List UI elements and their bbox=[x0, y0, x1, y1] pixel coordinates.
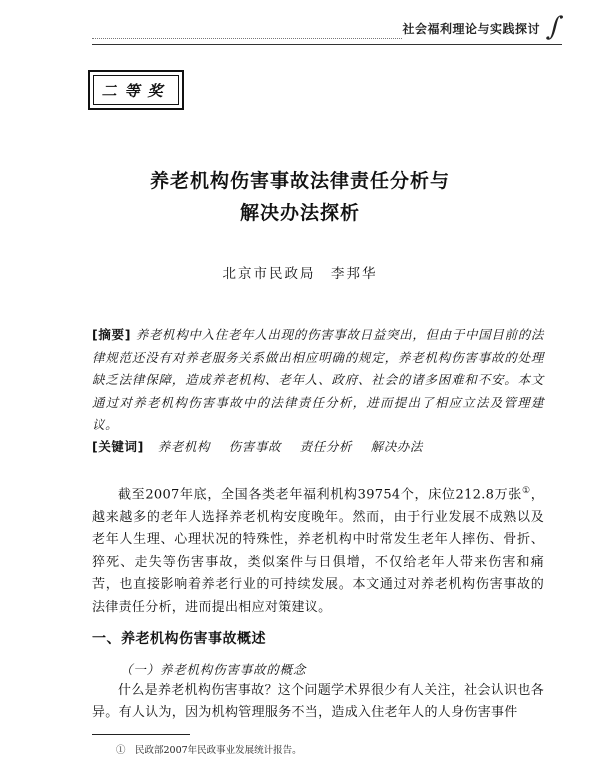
keywords-tag: [关键词] bbox=[92, 439, 144, 454]
keyword-item: 责任分析 bbox=[299, 439, 353, 454]
article-author: 北京市民政局 李邦华 bbox=[222, 266, 378, 282]
subsection-heading: （一）养老机构伤害事故的概念 bbox=[120, 662, 307, 677]
keyword-item: 伤害事故 bbox=[228, 439, 282, 454]
section-heading: 一、养老机构伤害事故概述 bbox=[92, 631, 266, 647]
footnote-text: ① 民政部2007年民政事业发展统计报告。 bbox=[116, 745, 302, 756]
abstract-tag: [摘要] bbox=[92, 327, 132, 342]
article-title-line1: 养老机构伤害事故法律责任分析与 bbox=[149, 170, 450, 192]
header-section-label: 社会福利理论与实践探讨 bbox=[402, 22, 540, 36]
keyword-item: 解决办法 bbox=[370, 439, 424, 454]
header-rule bbox=[92, 44, 562, 45]
header-dotted-line bbox=[92, 38, 402, 39]
keywords-block bbox=[92, 436, 544, 458]
header-decor-glyph: ∫ bbox=[545, 12, 566, 42]
section-paragraph: 什么是养老机构伤害事故？这个问题学术界很少有人关注，社会认识也各异。有人认为，因为机构管理服务不当，造成入住老年人的人身伤害事件 bbox=[92, 683, 544, 720]
footnote-ref[interactable]: ① bbox=[521, 486, 531, 496]
abstract-text: 养老机构中入住老年人出现的伤害事故日益突出，但由于中国目前的法律规范还没有对养老服务关系做出相应明确的规定，养老机构伤害事故的处理缺乏法律保障，造成养老机构、老年人、政府、社会的诸多困难和不安。本文通过对养老机构伤害事故中的法律责任分析，进而提出了相应立法及管理建议。 bbox=[92, 327, 544, 432]
keyword-item: 养老机构 bbox=[157, 439, 211, 454]
intro-paragraph bbox=[92, 480, 544, 619]
footnote-rule bbox=[92, 734, 190, 735]
article-title-line2: 解决办法探析 bbox=[239, 202, 360, 224]
award-badge bbox=[88, 70, 184, 110]
running-header bbox=[92, 12, 566, 42]
award-label: 二等奖 bbox=[93, 75, 179, 105]
intro-text-part1: 截至2007年底，全国各类老年福利机构39754个，床位212.8万张 bbox=[118, 487, 522, 503]
abstract-block bbox=[92, 324, 544, 437]
intro-text-part2: ，越来越多的老年人选择养老机构安度晚年。然而，由于行业发展不成熟以及老年人生理、心理状况的特殊性，养老机构中时常发生老年人摔伤、骨折、猝死、走失等伤害事故，类似案件与日俱增，不仅给老年人带来伤害和痛苦，也直接影响着养老行业的可持续发展。本文通过对养老机构伤害事故的法律责任分析，进而提出相应对策建议。 bbox=[92, 487, 545, 615]
